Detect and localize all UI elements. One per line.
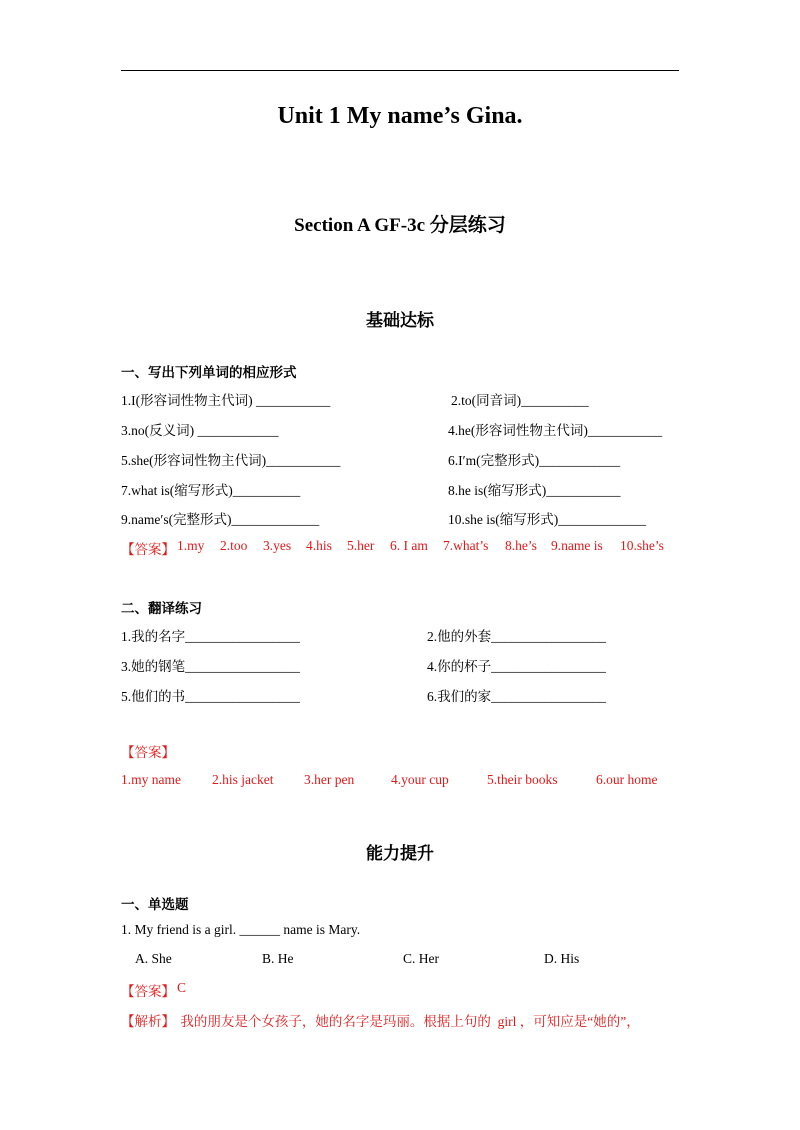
option-b: B. He: [262, 951, 294, 966]
analysis-label: 【解析】: [121, 1014, 175, 1029]
answer-label: 【答案】: [121, 542, 175, 557]
analysis-text: 我的朋友是个女孩子，她的名字是玛丽。根据上句的 girl ，可知应是“她的”，: [177, 1014, 640, 1029]
option-a: A. She: [135, 951, 172, 966]
translation-item: 1.我的名字_________________: [121, 629, 300, 644]
word-form-item: 7.what is(缩写形式)__________: [121, 483, 301, 498]
translation-item: 4.你的杯子_________________: [427, 659, 606, 674]
answer-item: 2.too: [220, 538, 248, 553]
answer-item: 5.their books: [487, 772, 558, 787]
answer-item: 1.my name: [121, 772, 181, 787]
answer-label: 【答案】: [121, 745, 175, 760]
translation-item: 5.他们的书_________________: [121, 689, 300, 704]
answer-item: 4.his: [306, 538, 332, 553]
part-heading-word-forms: 一、写出下列单词的相应形式: [121, 365, 297, 380]
option-c: C. Her: [403, 951, 439, 966]
word-form-item: 10.she is(缩写形式)_____________: [448, 512, 646, 527]
answer-item: 1.my: [177, 538, 205, 553]
question-text: 1. My friend is a girl. ______ name is Mary.: [121, 922, 361, 937]
part-heading-single-choice: 一、单选题: [121, 897, 189, 912]
answer-item: 7.what’s: [443, 538, 489, 553]
word-form-item: 1.I(形容词性物主代词) ___________: [121, 393, 331, 408]
page-subtitle: Section A GF-3c 分层练习: [294, 215, 506, 236]
answer-item: 2.his jacket: [212, 772, 274, 787]
top-rule: [121, 70, 679, 71]
word-form-item: 9.name′s(完整形式)_____________: [121, 512, 320, 527]
part-heading-translation: 二、翻译练习: [121, 601, 202, 616]
word-form-item: 2.to(同音词)__________: [451, 393, 589, 408]
answer-label: 【答案】: [121, 984, 175, 999]
answer-item: 4.your cup: [391, 772, 449, 787]
word-form-item: 5.she(形容词性物主代词)___________: [121, 453, 341, 468]
section-heading-basic: 基础达标: [366, 311, 434, 330]
section-heading-advanced: 能力提升: [366, 844, 434, 863]
page-title: Unit 1 My name’s Gina.: [277, 103, 523, 129]
answer-item: 6. I am: [390, 538, 428, 553]
word-form-item: 3.no(反义词) ____________: [121, 423, 279, 438]
word-form-item: 6.I′m(完整形式)____________: [448, 453, 621, 468]
answer-item: 8.he’s: [505, 538, 537, 553]
word-form-item: 4.he(形容词性物主代词)___________: [448, 423, 663, 438]
option-d: D. His: [544, 951, 580, 966]
answer-item: 9.name is: [551, 538, 603, 553]
translation-item: 2.他的外套_________________: [427, 629, 606, 644]
translation-item: 6.我们的家_________________: [427, 689, 606, 704]
answer-item: 3.yes: [263, 538, 292, 553]
answer-item: 6.our home: [596, 772, 658, 787]
answer-item: 10.she’s: [620, 538, 664, 553]
answer-value: C: [177, 980, 187, 995]
answer-item: 3.her pen: [304, 772, 355, 787]
word-form-item: 8.he is(缩写形式)___________: [448, 483, 621, 498]
translation-item: 3.她的钢笔_________________: [121, 659, 300, 674]
answer-item: 5.her: [347, 538, 375, 553]
